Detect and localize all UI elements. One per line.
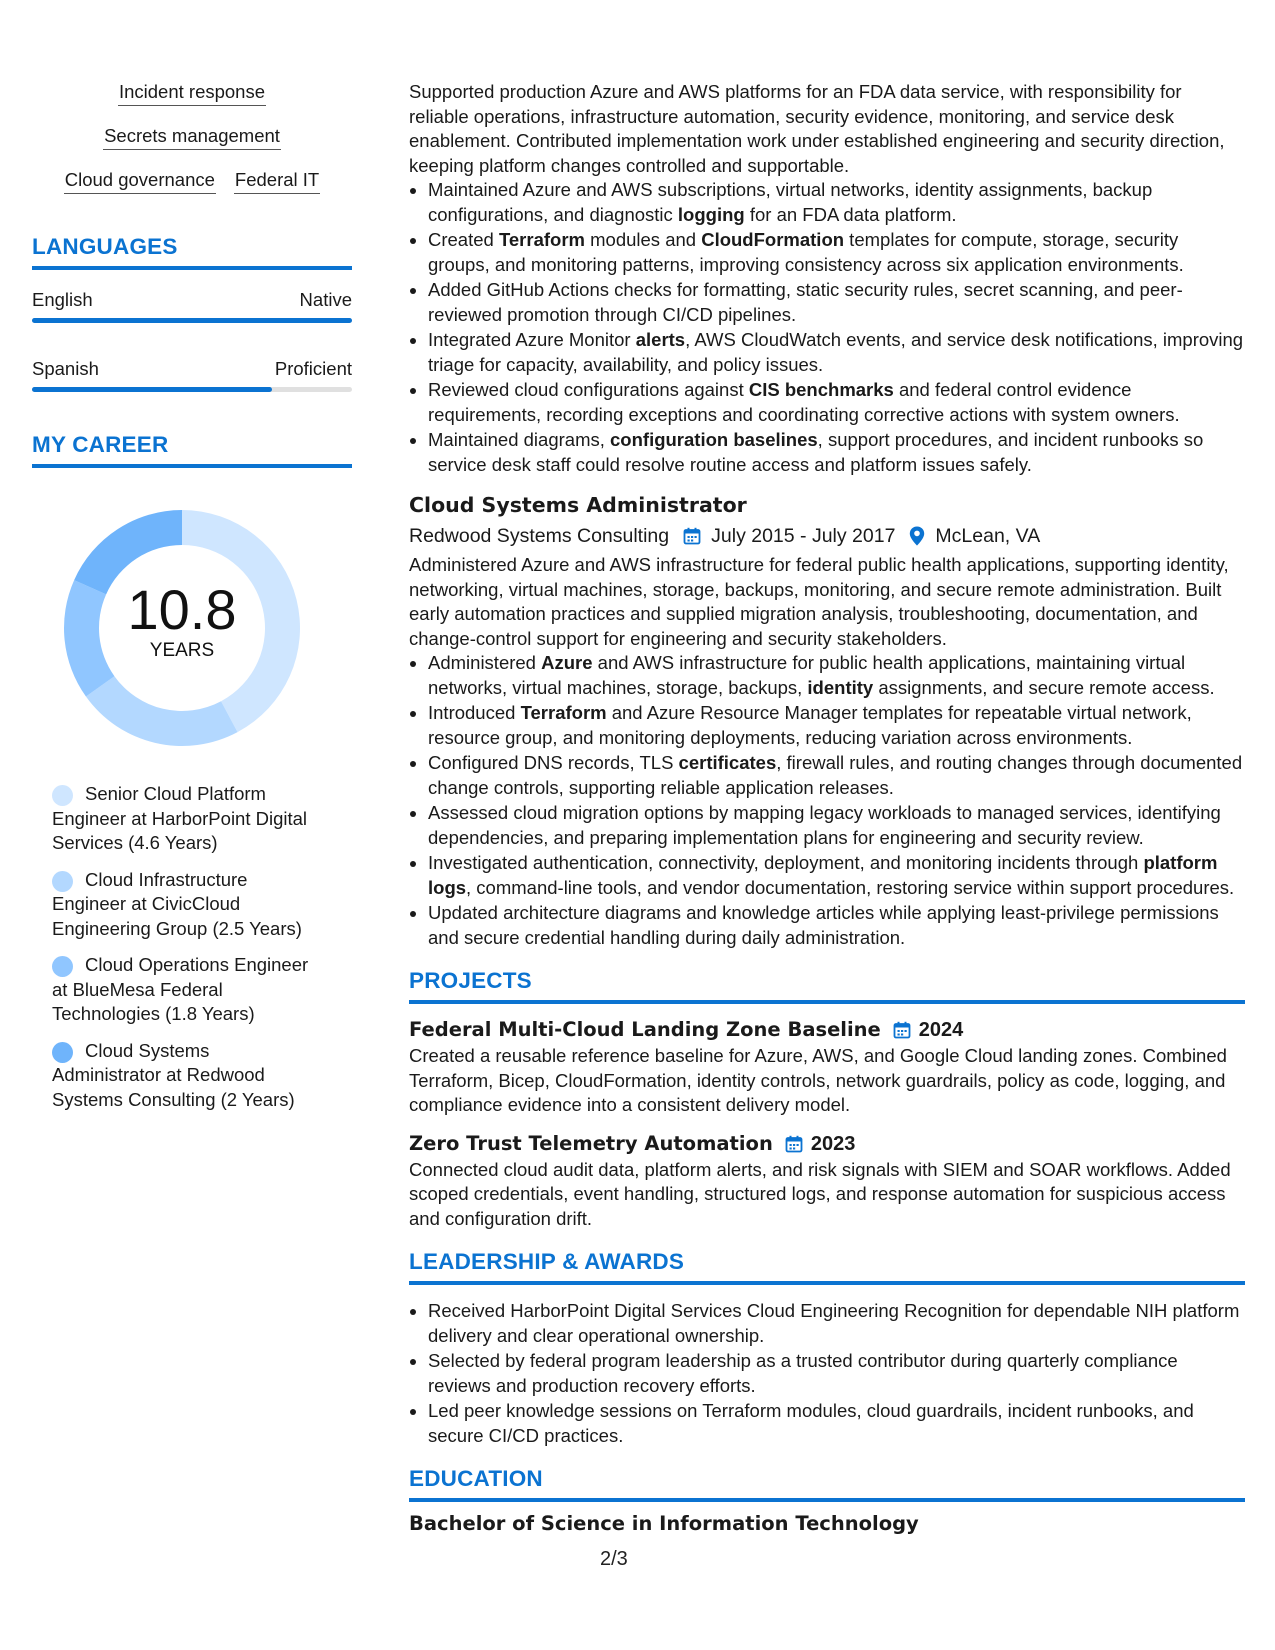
career-item-text: Senior Cloud Platform Engineer at HarborPoint Digital Services (4.6 Years) [52, 783, 308, 853]
bullet-item: • Updated architecture diagrams and knowledge articles while applying least-privilege permissions and secure credential handling during daily administration. [428, 901, 1245, 950]
skill-tag: Incident response [118, 80, 266, 106]
skills-list [32, 80, 352, 194]
career-item-text: Cloud Systems Administrator at Redwood Systems Consulting (2 Years) [52, 1039, 295, 1110]
language-bar [32, 387, 352, 392]
leadership-heading: LEADERSHIP & AWARDS [409, 1249, 1245, 1285]
sidebar [32, 80, 352, 1124]
language-bar-fill [32, 318, 352, 323]
skill-tag: Secrets management [103, 124, 281, 150]
languages-list [32, 288, 352, 392]
career-item-text: Cloud Operations Engineer at BlueMesa Federal Technologies (1.8 Years) [52, 954, 309, 1024]
leadership-item: • Received HarborPoint Digital Services Cloud Engineering Recognition for dependable NIH platform delivery and clear operational ownership. [428, 1299, 1245, 1348]
map-pin-icon [909, 526, 925, 546]
total-years: 10.8 [127, 578, 237, 641]
job-bullets [409, 178, 1245, 477]
job-bullets [409, 651, 1245, 950]
project-name: Federal Multi-Cloud Landing Zone Baseline [409, 1018, 881, 1041]
company-name: Redwood Systems Consulting [409, 525, 670, 547]
language-row [32, 288, 352, 312]
career-dot [52, 785, 73, 806]
project-title [409, 1130, 1245, 1158]
language-bar [32, 318, 352, 323]
calendar-icon [785, 1135, 803, 1153]
skill-row [32, 168, 352, 194]
bullet-item: • Added GitHub Actions checks for formatting, static security rules, secret scanning, and peer-reviewed promotion through CI/CD pipelines. [428, 278, 1245, 327]
career-donut [62, 508, 302, 748]
career-item [52, 953, 317, 1027]
leadership-list [409, 1299, 1245, 1448]
calendar-icon [893, 1021, 911, 1039]
skill-tag: Cloud governance [64, 168, 216, 194]
project-description: Connected cloud audit data, platform alerts, and risk signals with SIEM and SOAR workflows. Added scoped credentials, event handling, structured logs, and response automation for suspicious access and configuration drift. [409, 1158, 1231, 1229]
career-dot [52, 1042, 73, 1063]
project-year: 2023 [810, 1132, 856, 1155]
job-summary: Supported production Azure and AWS platforms for an FDA data service, with responsibility for reliable operations, infrastructure automation, security evidence, monitoring, and service desk enablement. Contributed implementation work under established engineering and security direction, keeping platform changes controlled and supportable. [409, 81, 1225, 176]
skill-row [32, 124, 352, 150]
language-bar-fill [32, 387, 272, 392]
job-dates: July 2015 - July 2017 [711, 525, 896, 547]
project-description: Created a reusable reference baseline for Azure, AWS, and Google Cloud landing zones. Combined Terraform, Bicep, CloudFormation, identity controls, network guardrails, policy as code, logging, and compliance evidence into a consistent delivery model. [409, 1045, 1227, 1115]
job-title: Cloud Systems Administrator [409, 493, 747, 517]
language-level: Proficient [274, 358, 352, 379]
project-name: Zero Trust Telemetry Automation [409, 1131, 773, 1155]
bullet-item: • Maintained Azure and AWS subscriptions, virtual networks, identity assignments, backup configurations, and diagnostic logging for an FDA data platform. [428, 178, 1245, 227]
bullet-item: • Maintained diagrams, configuration baselines, support procedures, and incident runbooks so service desk staff could resolve routine access and platform issues safely. [428, 428, 1245, 477]
job-summary: Administered Azure and AWS infrastructure for federal public health applications, supporting identity, networking, virtual machines, storage, backups, monitoring, and secure remote administration. Built early automation practices and supplied migration analysis, troubleshooting, documentation, and change-control support for engineering and security stakeholders. [409, 554, 1229, 649]
career-dot [52, 956, 73, 977]
project-title [409, 1016, 1245, 1044]
bullet-item: • Investigated authentication, connectivity, deployment, and monitoring incidents through platform logs, command-line tools, and vendor documentation, restoring service within support procedures. [428, 851, 1245, 900]
leadership-item: • Selected by federal program leadership as a trusted contributor during quarterly compliance reviews and production recovery efforts. [428, 1349, 1245, 1398]
language-level: Native [299, 289, 352, 310]
skill-tag: Federal IT [234, 168, 320, 194]
donut-segment [86, 676, 238, 746]
project-year: 2024 [918, 1019, 964, 1041]
page-number: 2/3 [600, 1548, 628, 1570]
career-item [52, 868, 317, 942]
years-label: YEARS [149, 640, 215, 661]
education-heading: EDUCATION [409, 1466, 1245, 1502]
bullet-item: • Reviewed cloud configurations against CIS benchmarks and federal control evidence requirements, recording exceptions and coordinating corrective actions with system owners. [428, 378, 1245, 427]
career-dot [52, 871, 73, 892]
calendar-icon [683, 527, 701, 545]
projects-heading: PROJECTS [409, 968, 1245, 1004]
language-row [32, 357, 352, 381]
career-list [32, 782, 352, 1112]
bullet-item: • Administered Azure and AWS infrastructure for public health applications, maintaining virtual networks, virtual machines, storage, backups, identity assignments, and secure remote access. [428, 651, 1245, 700]
main-content [409, 80, 1245, 1535]
bullet-item: • Created Terraform modules and CloudFormation templates for compute, storage, security groups, and monitoring patterns, improving consistency across six application environments. [428, 228, 1245, 277]
career-item [52, 782, 317, 856]
career-item-text: Cloud Infrastructure Engineer at CivicCloud Engineering Group (2.5 Years) [52, 868, 302, 939]
bullet-item: • Assessed cloud migration options by mapping legacy workloads to managed services, identifying dependencies, and preparing implementation plans for engineering and security review. [428, 801, 1245, 850]
bullet-item: • Configured DNS records, TLS certificates, firewall rules, and routing changes through documented change controls, supporting reliable application releases. [428, 751, 1245, 800]
skill-row [32, 80, 352, 106]
career-item [52, 1039, 317, 1113]
job-location: McLean, VA [935, 525, 1041, 547]
bullet-item: • Integrated Azure Monitor alerts, AWS CloudWatch events, and service desk notifications, improving triage for capacity, availability, and policy issues. [428, 328, 1245, 377]
degree-title: Bachelor of Science in Information Technology [409, 1512, 919, 1535]
job-meta [409, 521, 1245, 551]
languages-heading: LANGUAGES [32, 234, 352, 270]
language-name: Spanish [32, 358, 99, 379]
bullet-item: • Introduced Terraform and Azure Resource Manager templates for repeatable virtual network, resource group, and monitoring deployments, reducing variation across environments. [428, 701, 1245, 750]
career-heading: MY CAREER [32, 432, 352, 468]
language-name: English [32, 289, 93, 310]
leadership-item: • Led peer knowledge sessions on Terraform modules, cloud guardrails, incident runbooks, and secure CI/CD practices. [428, 1399, 1245, 1448]
